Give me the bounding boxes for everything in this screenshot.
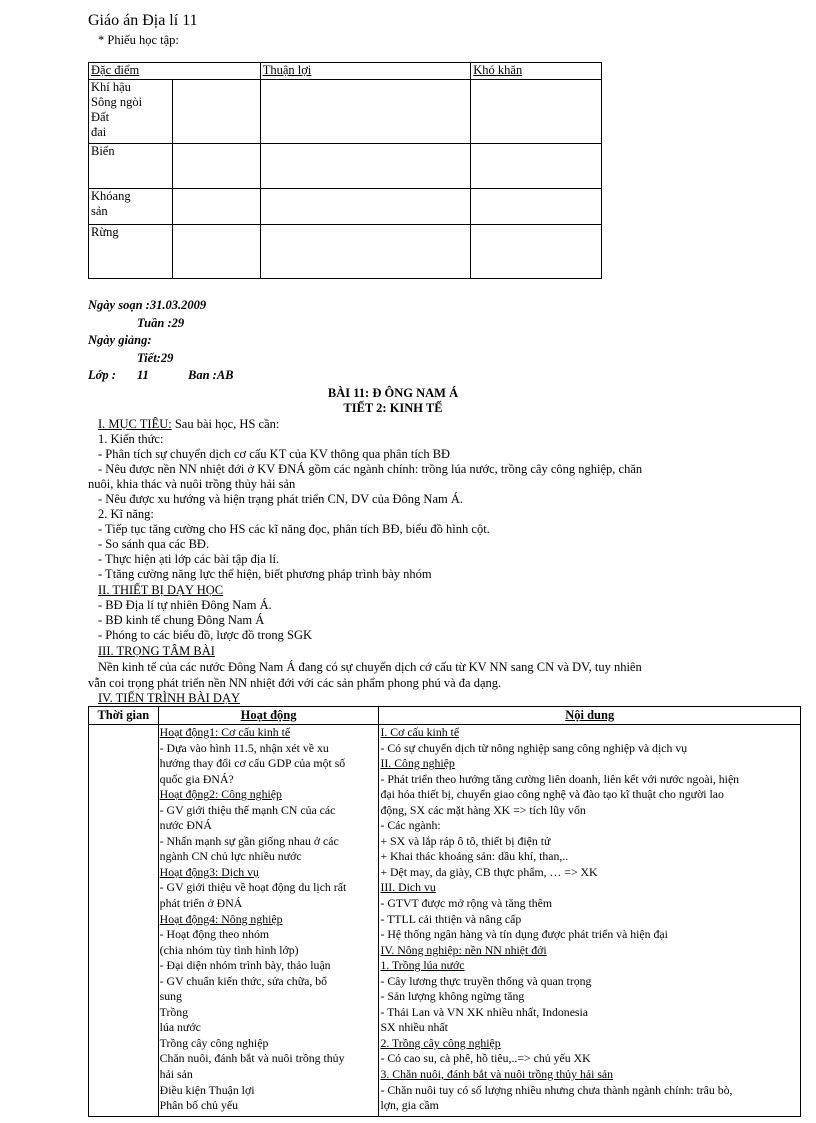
feature-text: Khí hậu [91,80,131,94]
col-advantages-header: Thuận lợi [262,63,312,77]
content-line: - Sản lượng không ngừng tăng [380,989,525,1004]
activity-line: nước ĐNÁ [159,818,212,833]
answer-cell [172,225,260,279]
class-label: Lớp : [88,368,116,382]
activity-line: Phân bố chủ yếu [159,1098,238,1113]
prep-date-label: Ngày soạn [88,298,143,312]
worksheet-label: * Phiếu học tập: [98,33,179,47]
answer-cell [172,80,260,144]
activity-line: phát triển ở ĐNÁ [159,896,243,911]
col-features-header: Đặc điểm [91,63,140,77]
content-line: - Có sự chuyển dịch từ nông nghiệp sang công nghiệp và dịch vụ [380,740,688,755]
period [137,351,173,366]
skill-item: - So sánh qua các BĐ. [98,537,210,551]
worksheet-row [89,189,602,225]
content-line: - Chăn nuôi tuy có số lượng nhiều nhưng chưa thành ngành chính: trâu bò, [380,1082,733,1097]
content-line: I. Cơ cấu kinh tế [380,725,460,739]
activity-line: - Dựa vào hình 11.5, nhận xét về xu [159,740,329,755]
activity-line: Hoạt động2: Công nghiệp [159,787,282,802]
focus-line: Nền kinh tế của các nước Đông Nam Á đang có sự chuyển dịch cớ cấu từ KV NN sang CN và DV, tuy nhiên [98,660,642,674]
activity-line: Trồng cây công nghiệp [159,1035,269,1050]
contents-cell [379,725,801,1117]
objectives-section [98,417,279,431]
activities-cell [158,725,379,1117]
content-line: 2. Trồng cây công nghiệp [380,1035,501,1050]
activity-line: - GV chuẩn kiến thức, sửa chữa, bổ [159,973,328,988]
content-line: - Các ngành: [380,818,441,833]
content-line: - TTLL cải thtiện và nâng cấp [380,911,522,926]
week-label: Tuần [137,316,165,330]
prep-date [88,298,206,313]
feature-text: Sông ngòi [91,95,143,109]
answer-cell [471,225,602,279]
week-value: :29 [167,316,185,330]
activity-line: lúa nước [159,1020,201,1035]
answer-cell [172,144,260,189]
activity-line: - Đại diện nhóm trình bày, thảo luận [159,958,331,973]
skill-item: - Thực hiện ạti lớp các bài tập địa lí. [98,552,280,566]
content-line: + Dệt may, da giày, CB thực phẩm, … => XK [380,864,598,879]
objectives-intro: Sau bài học, HS cần: [174,417,280,431]
answer-cell [471,80,602,144]
content-line: II. Công nghiệp [380,756,455,771]
feature-text: sản [91,204,108,218]
focus-line: vẫn coi trọng phát triển nền NN nhiệt đới với các sản phẩm phong phú và đa dạng. [88,676,502,690]
knowledge-item: - Nêu được nền NN nhiệt đới ở KV ĐNÁ gồm các ngành chính: trồng lúa nước, trồng cây công nghiệp, chăn [98,462,643,476]
content-line: III. Dịch vụ [380,880,436,895]
activity-line: - Hoạt động theo nhóm [159,927,270,942]
answer-cell [260,80,471,144]
lesson-title: BÀI 11: Đ ÔNG NAM Á [327,386,459,400]
period-label: Tiết [137,351,157,365]
answer-cell [172,189,260,225]
activity-line: - GV giới thiệu thế mạnh CN của các [159,802,336,817]
worksheet-row [89,225,602,279]
plan-body-row [89,725,801,1117]
answer-cell [260,144,471,189]
content-line: đại hóa thiết bị, chuyển giao công nghệ và đào tạo kĩ thuật cho người lao [380,787,724,802]
content-line: - Thái Lan và VN XK nhiều nhất, Indonesia [380,1004,589,1019]
knowledge-heading: 1. Kiến thức: [98,432,164,446]
feature-text: đai [91,125,107,139]
equipment-heading: II. THIẾT BỊ DẠY HỌC [98,583,224,597]
plan-header-row [89,707,801,725]
section [188,368,234,383]
process-heading: IV. TIẾN TRÌNH BÀI DẠY [98,691,241,705]
section-label: Ban [188,368,210,382]
class-value: 11 [137,368,149,382]
content-line: IV. Nông nghiệp: nền NN nhiệt đới [380,942,547,957]
knowledge-item: - Phân tích sự chuyển dịch cơ cấu KT của KV thông qua phân tích BĐ [98,447,451,461]
content-line: SX nhiều nhất [380,1020,448,1035]
focus-heading: III. TRỌNG TÂM BÀI [98,644,215,658]
answer-cell [471,144,602,189]
time-cell [89,725,159,1117]
worksheet-table [88,62,602,279]
activity-line: - Nhấn mạnh sự gần giống nhau ở các [159,833,339,848]
content-line: - GTVT được mở rộng và tăng thêm [380,896,553,911]
activity-line: hướng thay đổi cơ cấu GDP của một số [159,756,346,771]
feature-cell [89,225,173,279]
skill-item: - Tiếp tục tăng cường cho HS các kĩ năng đọc, phân tích BĐ, biểu đồ hình cột. [98,522,490,536]
feature-cell [89,80,173,144]
content-line: + SX và lắp ráp ô tô, thiết bị điện tử [380,833,551,848]
teach-date-value: : [147,333,152,347]
content-line: - Phát triển theo hướng tăng cường liên doanh, liên kết với nước ngoài, hiện [380,771,740,786]
content-line: - Cây lương thực truyền thống và quan trọng [380,973,592,988]
content-line: - Hệ thống ngân hàng và tín dụng được phát triển và hiện đại [380,927,668,942]
equipment-item: - Phóng to các biểu đồ, lược đồ trong SGK [98,628,313,642]
feature-text: Rừng [91,225,119,239]
activity-line: quốc gia ĐNÁ? [159,771,234,786]
content-line: 3. Chăn nuôi, đánh bắt và nuôi trồng thủy hải sản [380,1067,614,1082]
activity-line: Hoạt động1: Cơ cấu kinh tế [159,725,291,739]
activity-line: ngành CN chủ lực nhiều nước [159,849,302,864]
col-activity-header-text: Hoạt động [240,708,297,722]
activity-line: Hoạt động3: Dịch vụ [159,864,259,879]
feature-cell [89,144,173,189]
document-header-title: Giáo án Địa lí 11 [88,12,198,29]
col-content-header-text: Nội dung [565,708,615,722]
knowledge-item: - Nêu được xu hướng và hiện trạng phát triển CN, DV của Đông Nam Á. [98,492,464,506]
worksheet-row [89,144,602,189]
skill-item: - Ttăng cường năng lực thể hiện, biết phương pháp trình bày nhóm [98,567,432,581]
week [137,316,184,331]
lesson-subtitle: TIẾT 2: KINH TẾ [343,401,443,415]
answer-cell [260,225,471,279]
worksheet-header-row [89,63,602,80]
knowledge-item: nuôi, khia thác và nuôi trồng thủy hải sản [88,477,296,491]
content-line: động, SX các mặt hàng XK => tích lũy vốn [380,802,586,817]
activity-line: (chia nhóm tùy tình hình lớp) [159,942,299,957]
lesson-plan-table [88,706,801,1117]
answer-cell [260,189,471,225]
teach-date-label: Ngày giảng [88,333,148,347]
activity-line: Chăn nuôi, đánh bắt và nuôi trồng thủy [159,1051,345,1066]
answer-cell [471,189,602,225]
activity-line: sung [159,989,182,1004]
col-activity-header [158,707,379,725]
feature-text: Đất [91,110,110,124]
col-difficulties-header: Khó khăn [473,63,523,77]
col-content-header [379,707,801,725]
section-value: :AB [212,368,234,382]
equipment-item: - BĐ Địa lí tự nhiên Đông Nam Á. [98,598,272,612]
teach-date [88,333,152,348]
activity-line: Hoạt động4: Nông nghiệp [159,911,283,926]
col-time-header: Thời gian [89,707,159,725]
period-value: :29 [156,351,174,365]
feature-text: Biển [91,144,115,158]
content-line: lợn, gia cầm [380,1098,439,1113]
content-line: - Có cao su, cà phê, hồ tiêu,..=> chủ yếu XK [380,1051,591,1066]
feature-text: Khóang [91,189,131,203]
activity-line: Điều kiện Thuận lợi [159,1082,255,1097]
content-line: 1. Trồng lúa nước [380,958,465,973]
skills-heading: 2. Kĩ năng: [98,507,154,521]
activity-line: Trồng [159,1004,189,1019]
activity-line: - GV giới thiệu về hoạt động du lịch rất [159,880,347,895]
prep-date-value: :31.03.2009 [145,298,207,312]
content-line: + Khai thác khoáng sản: dầu khí, than,.. [380,849,569,864]
activity-line: hải sản [159,1067,193,1082]
worksheet-row [89,80,602,144]
equipment-item: - BĐ kinh tế chung Đông Nam Á [98,613,265,627]
objectives-heading: I. MỤC TIÊU: [98,417,172,431]
feature-cell [89,189,173,225]
